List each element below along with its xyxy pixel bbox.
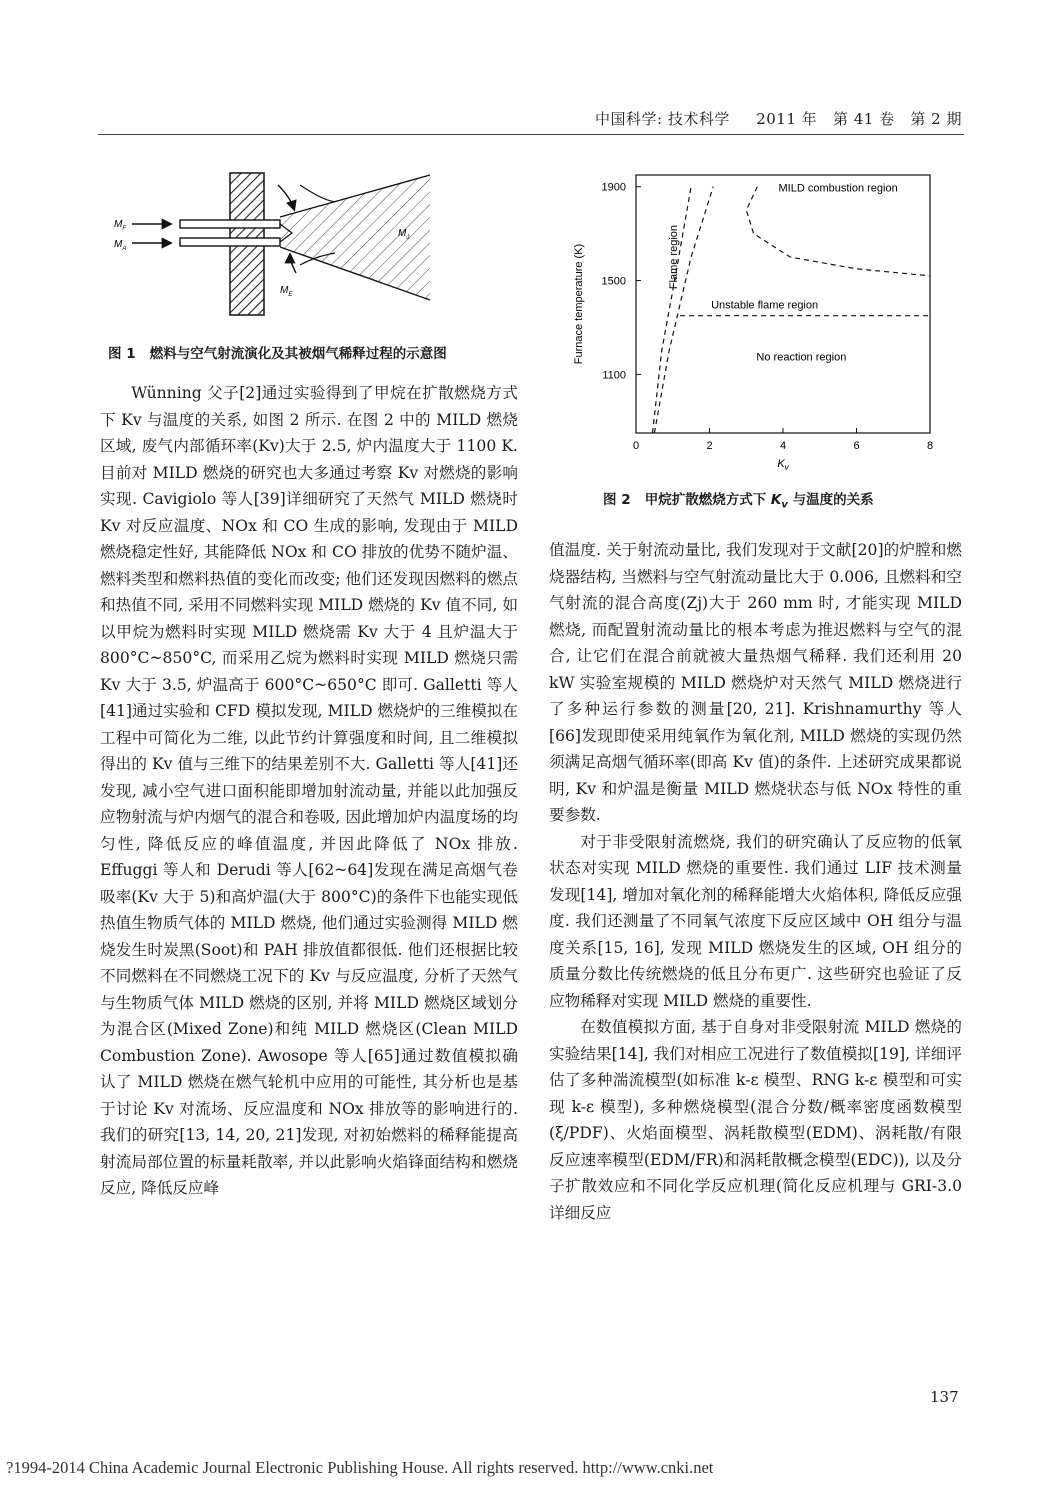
left-paragraph-1: Wünning 父子[2]通过实验得到了甲烷在扩散燃烧方式下 Kv 与温度的关系, 如图 2 所示. 在图 2 中的 MILD 燃烧区域, 废气内部循环率(Kv)大于 2.5, 炉内温度大于 1100 K. 目前对 MILD 燃烧的研究也大多通过考察 Kv 对燃烧的影响实现. Cavigiolo 等人[39]详细研究了天然气 MILD 燃烧时 Kv 对反应温度、NOx 和 CO 生成的影响, 发现由于 MILD 燃烧稳定性好, 其能降低 NOx 和 CO 排放的优势不随炉温、燃料类型和燃料热值的变化而改变; 他们还发现因燃料的燃点和热值不同, 采用不同燃料实现 MILD 燃烧的 Kv 值不同, 如以甲烷为燃料时实现 MILD 燃烧需 Kv 大于 4 且炉温大于 800°C~850°C, 而采用乙烷为燃料时实现 MILD 燃烧只需 Kv 大于 3.5, 炉温高于 600°C~650°C 即可. Galletti 等人[41]通过实验和 CFD 模拟发现, MILD 燃烧炉的三维模拟在工程中可简化为二维, 以此节约计算强度和时间, 且二维模拟得出的 Kv 值与三维下的结果差别不大. Galletti 等人[41]还发现, 减小空气进口面积能即增加射流动量, 并能以此加强反应物射流与炉内烟气的混合和卷吸, 因此增加炉内温度场的均匀性, 降低反应的峰值温度, 并因此降低了 NOx 排放. Effuggi 等人和 Derudi 等人[62~64]发现在满足高烟气卷吸率(Kv 大于 5)和高炉温(大于 800°C)的条件下也能实现低热值生物质气体的 MILD 燃烧, 他们通过实验测得 MILD 燃烧发生时炭黑(Soot)和 PAH 排放值都很低. 他们还根据比较不同燃料在不同燃烧工况下的 Kv 与反应温度, 分析了天然气与生物质气体 MILD 燃烧的区别, 并将 MILD 燃烧区域划分为混合区(Mixed Zone)和纯 MILD 燃烧区(Clean MILD Combustion Zone). Awosope 等人[65]通过数值模拟确认了 MILD 燃烧在燃气轮机中应用的可能性, 其分析也是基于讨论 Kv 对流场、反应温度和 NOx 排放等的影响进行的. 我们的研究[13, 14, 20, 21]发现, 对初始燃料的稀释能提高射流局部位置的标量耗散率, 并以此影响火焰锋面结构和燃烧反应, 降低反应峰 [100, 384, 518, 1197]
y-tick-label: 1500 [601, 275, 626, 288]
boundary-mild-boundary [746, 187, 930, 276]
air-pipe [180, 238, 280, 246]
boundary-flame-left [653, 187, 692, 433]
x-tick-label: 2 [706, 440, 713, 452]
journal-volume: 第 41 卷 [832, 110, 895, 128]
copyright-footer: ?1994-2014 China Academic Journal Electronic Publishing House. All rights reserved. http://www.cnki.net [6, 1458, 714, 1477]
mf-label: $M_F$ [114, 219, 127, 232]
journal-header [552, 108, 962, 129]
figure-2-caption: 图 2 甲烷扩散燃烧方式下 $K_v$ 与温度的关系 [603, 492, 874, 511]
x-tick-label: 4 [779, 440, 787, 452]
x-tick-label: 0 [632, 440, 640, 452]
figure-2-chart [568, 165, 958, 480]
region-label-unstable: Unstable flame region [711, 299, 819, 312]
region-label-flame: Flame region [667, 224, 680, 290]
x-tick-label: 6 [853, 440, 860, 452]
x-tick-label: 8 [926, 440, 934, 452]
figure-1-caption: 图 1 燃料与空气射流演化及其被烟气稀释过程的示意图 [108, 346, 447, 362]
figure-1-schematic [100, 165, 530, 325]
y-axis-label: Furnace temperature (K) [573, 243, 585, 365]
journal-year: 2011 年 [756, 110, 818, 128]
region-label-noreaction: No reaction region [756, 351, 847, 364]
boundary-flame-right [654, 187, 713, 433]
right-paragraph-1: 值温度. 关于射流动量比, 我们发现对于文献[20]的炉膛和燃烧器结构, 当燃料与空气射流动量比大于 0.006, 且燃料和空气射流的混合高度(Zj)大于 260 mm 时, 才能实现 MILD 燃烧, 而配置射流动量比的根本考虑为推迟燃料与空气的混合, 让它们在混合前就被大量热烟气稀释. 我们还利用 20 kW 实验室规模的 MILD 燃烧炉对天然气 MILD 燃烧进行了多种运行参数的测量[20, 21]. Krishnamurthy 等人[66]发现即使采用纯氧作为氧化剂, MILD 燃烧的实现仍然须满足高烟气循环率(即高 Kv 值)的条件. 上述研究成果都说明, Kv 和炉温是衡量 MILD 燃烧状态与低 NOx 特性的重要参数. [549, 541, 962, 824]
region-label-mild: MILD combustion region [778, 182, 898, 195]
me-label: $M_E$ [280, 285, 293, 298]
fuel-pipe [180, 220, 280, 228]
page-number: 137 [930, 1388, 959, 1406]
y-tick-label: 1900 [601, 181, 626, 194]
mj-label: $M_J$ [398, 228, 410, 241]
right-paragraph-3: 在数值模拟方面, 基于自身对非受限射流 MILD 燃烧的实验结果[14], 我们对相应工况进行了数值模拟[19], 详细评估了多种湍流模型(如标准 k-ε 模型、RNG k-ε 模型和可实现 k-ε 模型), 多种燃烧模型(混合分数/概率密度函数模型(ξ/PDF)、火焰面模型、涡耗散模型(EDM)、涡耗散/有限反应速率模型(EDM/FR)和涡耗散概念模型(EDC)), 以及分子扩散效应和不同化学反应机理(简化反应机理与 GRI-3.0 详细反应 [549, 1018, 962, 1222]
journal-name: 中国科学: 技术科学 [595, 110, 730, 128]
header-rule [98, 134, 964, 135]
x-axis-label: $K_v$ [777, 458, 789, 472]
left-column [100, 380, 518, 1202]
right-paragraph-2: 对于非受限射流燃烧, 我们的研究确认了反应物的低氧状态对实现 MILD 燃烧的重要性. 我们通过 LIF 技术测量发现[14], 增加对氧化剂的稀释能增大火焰体积, 降低反应强度. 我们还测量了不同氧气浓度下反应区域中 OH 组分与温度关系[15, 16], 发现 MILD 燃烧发生的区域, OH 组分的质量分数比传统燃烧的低且分布更广. 这些研究也验证了反应物稀释对实现 MILD 燃烧的重要性. [549, 832, 962, 1010]
ma-label: $M_A$ [114, 239, 127, 252]
journal-issue: 第 2 期 [910, 110, 962, 128]
right-column [549, 537, 962, 1226]
y-tick-label: 1100 [602, 369, 626, 382]
